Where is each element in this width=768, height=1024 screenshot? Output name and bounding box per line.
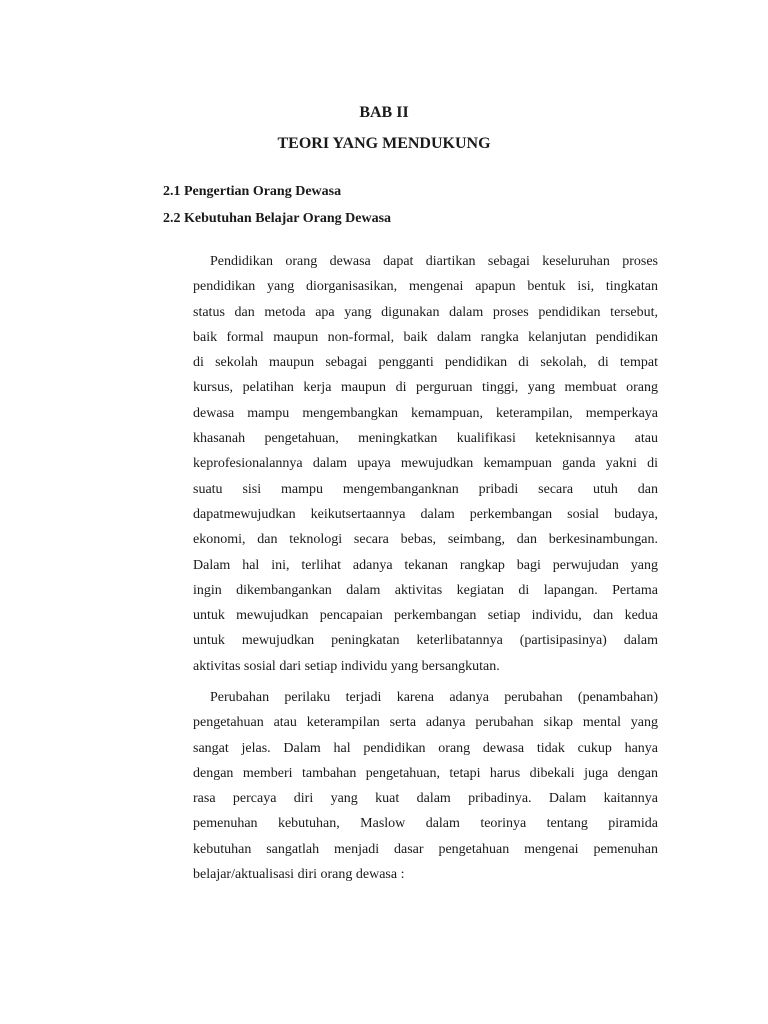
paragraph-line: ingin dikembangankan dalam aktivitas kegiatan di lapangan. Pertama	[193, 582, 658, 598]
paragraph-line: khasanah pengetahuan, meningkatkan kualifikasi keteknisannya atau	[193, 431, 658, 447]
paragraph-line: ekonomi, dan teknologi secara bebas, seimbang, dan berkesinambungan.	[193, 532, 658, 548]
paragraph-line: kebutuhan sangatlah menjadi dasar pengetahuan mengenai pemenuhan	[193, 841, 658, 857]
paragraph-line: baik formal maupun non-formal, baik dalam rangka kelanjutan pendidikan	[193, 329, 658, 345]
paragraph-line: pendidikan yang diorganisasikan, mengenai apapun bentuk isi, tingkatan	[193, 279, 658, 295]
chapter-title: TEORI YANG MENDUKUNG	[277, 135, 491, 152]
paragraph-line: sangat jelas. Dalam hal pendidikan orang dewasa tidak cukup hanya	[193, 740, 658, 756]
paragraph-line: kursus, pelatihan kerja maupun di perguruan tinggi, yang membuat orang	[193, 380, 658, 396]
paragraph-line: aktivitas sosial dari setiap individu yang bersangkutan.	[193, 658, 500, 674]
paragraph-line: status dan metoda apa yang digunakan dalam proses pendidikan tersebut,	[193, 304, 658, 320]
paragraph-line: pengetahuan atau keterampilan serta adanya perubahan sikap mental yang	[193, 715, 658, 731]
paragraph-line: pemenuhan kebutuhan, Maslow dalam teorinya tentang piramida	[193, 816, 658, 832]
section-heading-2-2: 2.2 Kebutuhan Belajar Orang Dewasa	[163, 211, 392, 226]
paragraph-line: dengan memberi tambahan pengetahuan, tetapi harus dibekali juga dengan	[193, 765, 658, 781]
paragraph-line: keprofesionalannya dalam upaya mewujudkan kemampuan ganda yakni di	[193, 456, 658, 472]
paragraph-behavior-change	[193, 685, 658, 887]
paragraph-line: dewasa mampu mengembangkan kemampuan, keterampilan, memperkaya	[193, 405, 658, 421]
paragraph-line: dapatmewujudkan keikutsertaannya dalam perkembangan sosial budaya,	[193, 506, 658, 522]
paragraph-line: belajar/aktualisasi diri orang dewasa :	[193, 867, 405, 883]
paragraph-line: Perubahan perilaku terjadi karena adanya perubahan (penambahan)	[210, 690, 658, 705]
paragraph-line: untuk mewujudkan pencapaian perkembangan setiap individu, dan kedua	[193, 608, 658, 624]
paragraph-line: di sekolah maupun sebagai pengganti pendidikan di sekolah, di tempat	[193, 355, 658, 371]
paragraph-line: untuk mewujudkan peningkatan keterlibatannya (partisipasinya) dalam	[193, 633, 658, 649]
section-heading-2-1: 2.1 Pengertian Orang Dewasa	[163, 184, 342, 199]
chapter-number: BAB II	[359, 104, 409, 121]
paragraph-line: Pendidikan orang dewasa dapat diartikan sebagai keseluruhan proses	[210, 254, 658, 269]
paragraph-line: suatu sisi mampu mengembanganknan pribadi secara utuh dan	[193, 481, 658, 497]
paragraph-adult-education-definition	[193, 249, 658, 679]
paragraph-line: rasa percaya diri yang kuat dalam pribadinya. Dalam kaitannya	[193, 791, 658, 807]
paragraph-line: Dalam hal ini, terlihat adanya tekanan rangkap bagi perwujudan yang	[193, 557, 658, 573]
